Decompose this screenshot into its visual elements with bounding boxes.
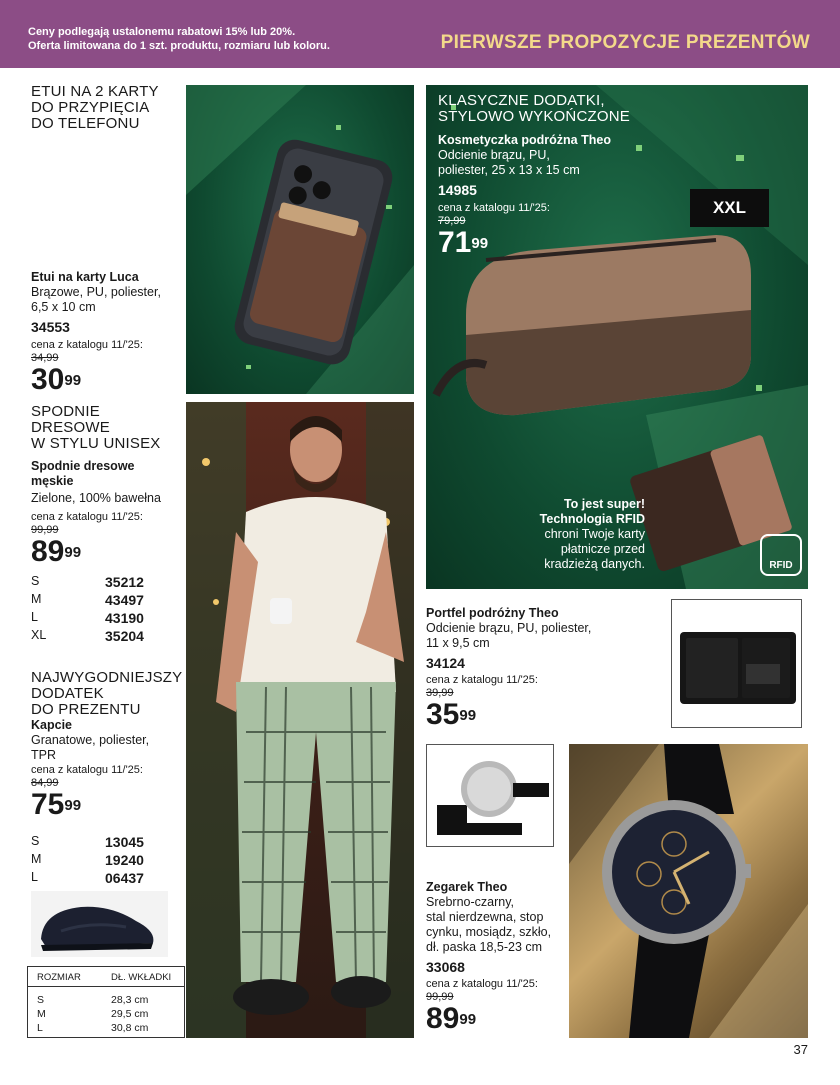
size-code: 06437 (105, 870, 144, 886)
slippers-section (31, 670, 186, 820)
product-code: 14985 (438, 182, 477, 198)
price (426, 700, 656, 730)
size-label: M (31, 852, 42, 866)
size-row (31, 852, 181, 869)
price (31, 537, 183, 567)
section-title (438, 93, 678, 125)
price-cents: 99 (459, 707, 477, 724)
promo-line: Technologia RFID (539, 512, 645, 526)
old-price: 79,99 (438, 215, 466, 227)
size-row (31, 628, 181, 645)
product-desc: Odcienie brązu, PU, poliester, (426, 621, 592, 635)
price (31, 790, 186, 820)
title-line: W STYLU UNISEX (31, 435, 161, 452)
page-header (0, 0, 840, 68)
price-main: 30 (31, 363, 65, 396)
pants-model-image (186, 402, 414, 1038)
product-code: 33068 (426, 959, 465, 975)
card-case-product (31, 270, 181, 395)
price-cents: 99 (64, 544, 82, 561)
page-title: PIERWSZE PROPOZYCJE PREZENTÓW (440, 32, 810, 53)
price-main: 89 (31, 535, 65, 568)
title-line: DO PRZYPIĘCIA (31, 99, 150, 116)
promo-line: kradzieżą danych. (544, 557, 645, 571)
product-desc: Zielone, 100% bawełna (31, 491, 161, 505)
card-case-image (186, 85, 414, 394)
pants-section (31, 404, 183, 567)
table-row (28, 994, 184, 1008)
watch-photo (569, 744, 808, 1038)
table-row (28, 1022, 184, 1036)
product-name: Etui na karty Luca (31, 270, 139, 284)
discount-note-line: Ceny podlegają ustalonemu rabatowi 15% lub 20%. (28, 26, 296, 38)
product-desc: poliester, 25 x 13 x 15 cm (438, 163, 580, 177)
catalog-price-label: cena z katalogu 11/'25: (426, 674, 538, 686)
title-line: DO PREZENTU (31, 701, 141, 718)
size-code: 43497 (105, 592, 144, 608)
size-label: XL (31, 628, 47, 642)
product-name: Kapcie (31, 718, 72, 732)
product-desc: dł. paska 18,5-23 cm (426, 940, 543, 954)
promo-line: chroni Twoje karty (544, 527, 645, 541)
size-code: 19240 (105, 852, 144, 868)
product-desc: 11 x 9,5 cm (426, 636, 490, 650)
pants-photo (186, 402, 414, 1038)
title-line: SPODNIE (31, 403, 100, 420)
wallet-image (672, 600, 802, 728)
size-code: 35212 (105, 574, 144, 590)
title-line: STYLOWO WYKOŃCZONE (438, 108, 630, 125)
pants-sizes (31, 574, 183, 646)
rfid-label: RFID (769, 560, 793, 571)
rfid-promo (500, 497, 645, 572)
product-desc: Brązowe, PU, poliester, (31, 285, 161, 299)
size-label: L (31, 870, 38, 884)
wallet-section (426, 606, 656, 730)
promo-line: To jest super! (563, 497, 645, 511)
old-price: 34,99 (31, 352, 59, 364)
size-label: L (31, 610, 38, 624)
old-price: 99,99 (426, 991, 454, 1003)
product-desc: 6,5 x 10 cm (31, 300, 96, 314)
section-title (31, 670, 186, 718)
product-name-line: Spodnie dresowe (31, 459, 135, 473)
product-name: Kosmetyczka podróżna Theo (438, 133, 611, 147)
watch-section (426, 880, 566, 1034)
product-name: Portfel podróżny Theo (426, 606, 559, 620)
price-cents: 99 (471, 235, 489, 252)
old-price: 99,99 (31, 524, 59, 536)
product-desc: Odcienie brązu, PU, (438, 148, 550, 162)
toiletry-section (438, 93, 678, 258)
product-desc: Srebrno-czarny, (426, 895, 514, 909)
product-name: Zegarek Theo (426, 880, 508, 894)
table-header-cell: ROZMIAR (37, 972, 81, 983)
promo-line: płatnicze przed (560, 542, 645, 556)
size-code: 13045 (105, 834, 144, 850)
product-desc: cynku, mosiądz, szkło, (426, 925, 552, 939)
size-code: 35204 (105, 628, 144, 644)
page-number: 37 (793, 1042, 808, 1057)
product-code: 34553 (31, 319, 70, 335)
price-main: 89 (426, 1002, 460, 1035)
price (31, 365, 181, 395)
size-row (31, 574, 181, 591)
slippers-photo (31, 891, 168, 957)
size-label: M (31, 592, 42, 606)
old-price: 84,99 (31, 777, 59, 789)
xxl-badge: XXL (690, 189, 769, 227)
catalog-price-label: cena z katalogu 11/'25: (438, 202, 550, 214)
size-label: S (31, 574, 40, 588)
watch-back-image (427, 745, 554, 847)
section-title (31, 404, 183, 452)
price-main: 35 (426, 698, 460, 731)
size-row (31, 592, 181, 609)
price-cents: 99 (64, 797, 82, 814)
catalog-price-label: cena z katalogu 11/'25: (426, 978, 538, 990)
table-cell: 28,3 cm (111, 994, 149, 1006)
catalog-price-label: cena z katalogu 11/'25: (31, 339, 143, 351)
old-price: 39,99 (426, 687, 454, 699)
table-header-cell: DŁ. WKŁADKI (111, 972, 172, 983)
wallet-photo (671, 599, 802, 728)
discount-note (28, 25, 330, 53)
title-line: ETUI NA 2 KARTY (31, 83, 159, 100)
title-line: NAJWYGODNIEJSZY (31, 669, 183, 686)
watch-image (569, 744, 808, 1038)
slippers-sizes (31, 834, 183, 888)
title-line: DO TELEFONU (31, 115, 140, 132)
rfid-icon (760, 534, 802, 576)
title-line: KLASYCZNE DODATKI, (438, 92, 605, 109)
price (438, 228, 678, 258)
size-row (31, 610, 181, 627)
table-row (28, 1008, 184, 1022)
table-cell: 30,8 cm (111, 1022, 149, 1034)
table-cell: L (37, 1022, 43, 1034)
size-row (31, 834, 181, 851)
size-label: S (31, 834, 40, 848)
price-main: 75 (31, 788, 65, 821)
watch-back-photo (426, 744, 554, 847)
product-code: 34124 (426, 655, 465, 671)
product-desc: stal nierdzewna, stop (426, 910, 544, 924)
card-case-section (31, 84, 181, 132)
product-name-line: męskie (31, 474, 74, 488)
price-cents: 99 (459, 1011, 477, 1028)
size-row (31, 870, 181, 887)
product-desc: Granatowe, poliester, (31, 733, 150, 747)
price-main: 71 (438, 226, 472, 259)
title-line: DODATEK (31, 685, 104, 702)
table-cell: S (37, 994, 45, 1006)
product-desc: TPR (31, 748, 56, 762)
card-case-photo (186, 85, 414, 394)
size-code: 43190 (105, 610, 144, 626)
table-header (28, 967, 184, 987)
discount-note-line: Oferta limitowana do 1 szt. produktu, rozmiaru lub koloru. (28, 40, 330, 52)
price-cents: 99 (64, 372, 82, 389)
product-name (31, 459, 183, 489)
section-title (31, 84, 181, 132)
price (426, 1004, 566, 1034)
title-line: DRESOWE (31, 419, 110, 436)
catalog-price-label: cena z katalogu 11/'25: (31, 764, 143, 776)
slipper-size-table (27, 966, 185, 1038)
slipper-image (31, 891, 168, 957)
table-cell: 29,5 cm (111, 1008, 149, 1020)
catalog-price-label: cena z katalogu 11/'25: (31, 511, 143, 523)
table-cell: M (37, 1008, 46, 1020)
